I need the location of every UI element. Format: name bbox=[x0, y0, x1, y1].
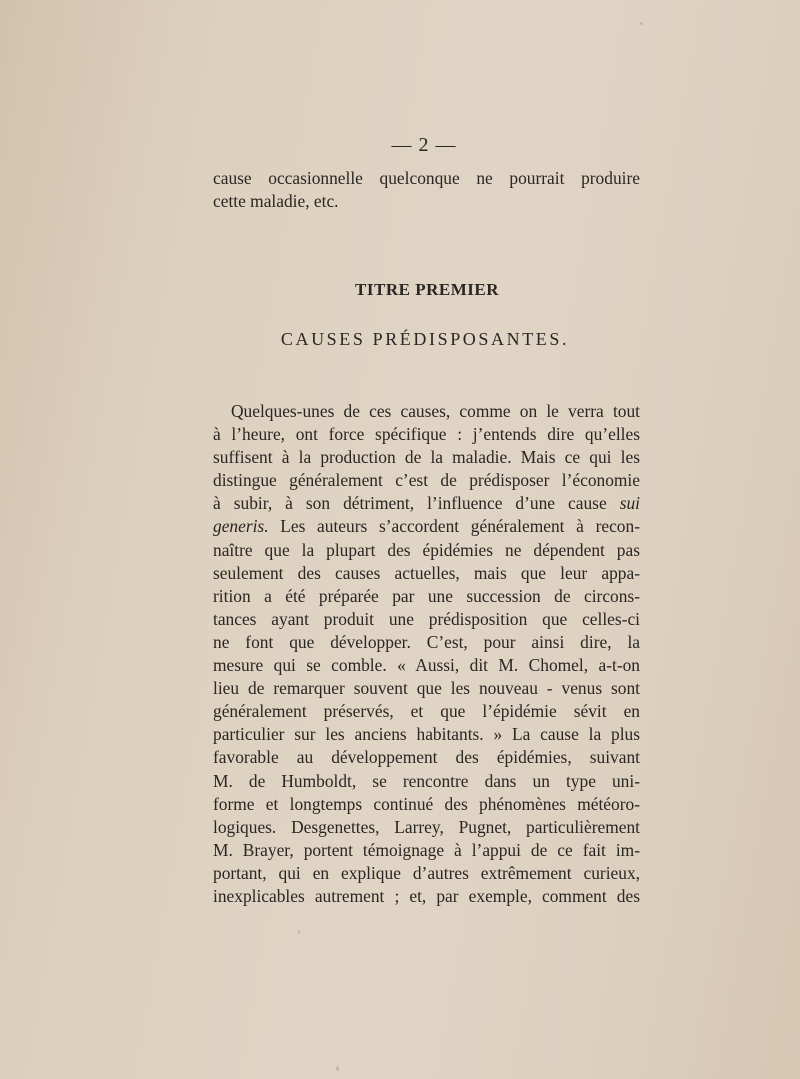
text-line: ne font que développer. C’est, pour ainsi dire, la bbox=[213, 631, 640, 652]
text-line-with-italic bbox=[213, 492, 640, 515]
text-line: particulier sur les anciens habitants. » La cause la plus bbox=[213, 724, 640, 745]
intro-paragraph bbox=[213, 167, 640, 213]
text-line: portant, qui en explique d’autres extrêmement curieux, bbox=[213, 862, 640, 883]
text-run: Les auteurs s’accordent généralement à recon- bbox=[280, 516, 640, 537]
text-line: logiques. Desgenettes, Larrey, Pugnet, particulièrement bbox=[213, 816, 640, 837]
text-line: mesure qui se comble. « Aussi, dit M. Chomel, a-t-on bbox=[213, 655, 640, 676]
text-line: rition a été préparée par une succession de circons- bbox=[213, 585, 640, 606]
text-line: M. Brayer, portent témoignage à l’appui de ce fait im- bbox=[213, 839, 640, 860]
text-run: à subir, à son détriment, l’influence d’une cause bbox=[213, 493, 607, 514]
text-line: distingue généralement c’est de prédisposer l’économie bbox=[213, 470, 640, 491]
text-line: tances ayant produit une prédisposition que celles-ci bbox=[213, 608, 640, 629]
titre-heading: TITRE PREMIER bbox=[355, 280, 499, 299]
italic-term: sui bbox=[619, 493, 640, 514]
text-line: lieu de remarquer souvent que les nouveau - venus sont bbox=[213, 678, 640, 699]
text-line-with-italic bbox=[213, 515, 640, 538]
paper-spot bbox=[640, 22, 643, 25]
text-line: inexplicables autrement ; et, par exemple, comment des bbox=[213, 885, 640, 906]
text-line: forme et longtemps continué des phénomènes météoro- bbox=[213, 793, 640, 814]
text-line: seulement des causes actuelles, mais que leur appa- bbox=[213, 562, 640, 583]
text-line: suffisent à la production de la maladie. Mais ce qui les bbox=[213, 447, 640, 468]
paper-spot bbox=[298, 930, 300, 934]
text-line: généralement préservés, et que l’épidémie sévit en bbox=[213, 701, 640, 722]
text-line: cette maladie, etc. bbox=[213, 191, 339, 212]
text-line: cause occasionnelle quelconque ne pourrait produire bbox=[213, 168, 640, 188]
body-paragraph bbox=[213, 400, 640, 908]
text-line: à l’heure, ont force spécifique : j’entends dire qu’elles bbox=[213, 424, 640, 445]
section-heading: CAUSES PRÉDISPOSANTES. bbox=[280, 329, 570, 349]
paper-spot bbox=[336, 1066, 339, 1071]
text-line: naître que la plupart des épidémies ne dépendent pas bbox=[213, 539, 640, 560]
italic-term: generis. bbox=[213, 516, 269, 537]
text-line: Quelques-unes de ces causes, comme on le verra tout bbox=[231, 401, 640, 421]
text-line: favorable au développement des épidémies, suivant bbox=[213, 747, 640, 768]
text-line: M. de Humboldt, se rencontre dans un type uni- bbox=[213, 770, 640, 791]
page-number: — 2 — bbox=[391, 134, 457, 156]
